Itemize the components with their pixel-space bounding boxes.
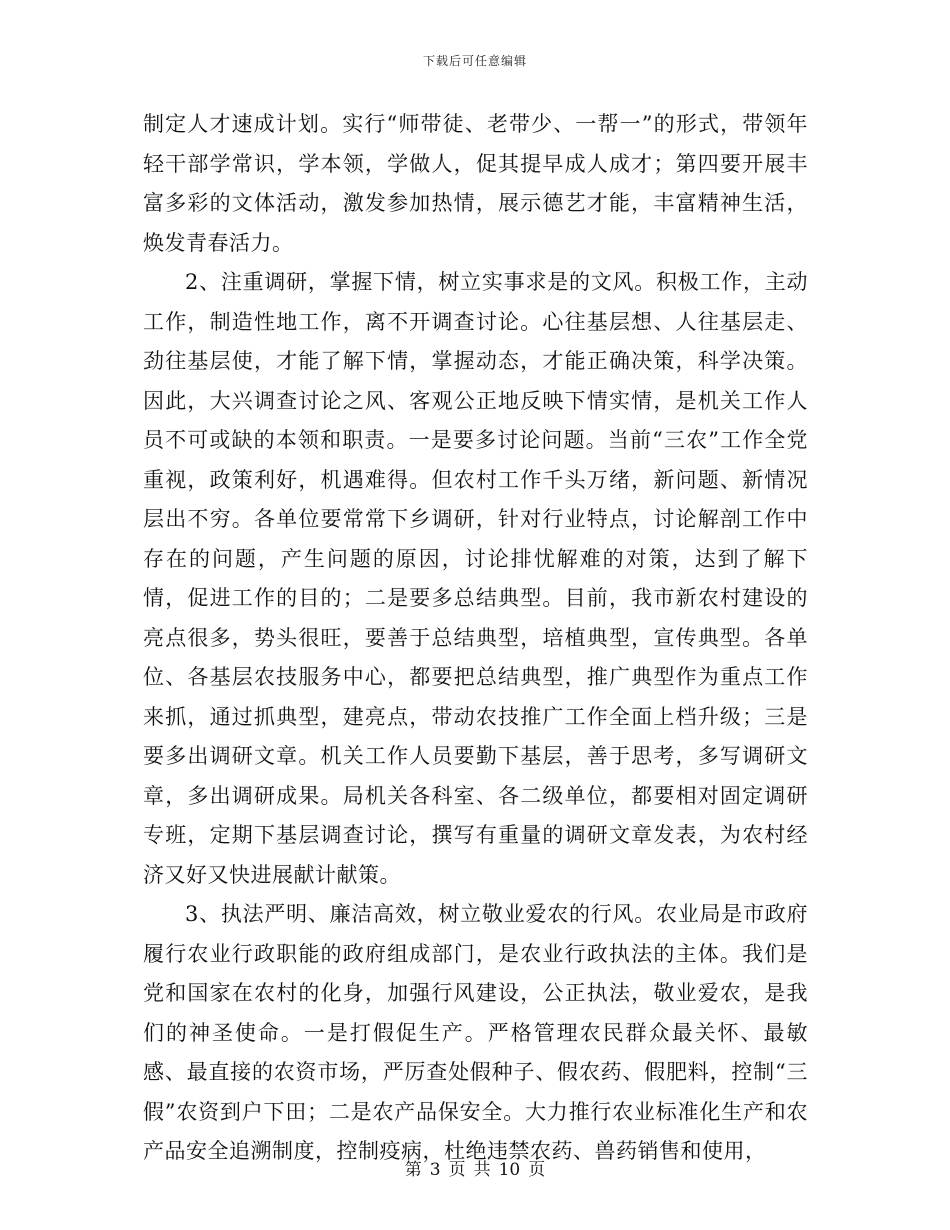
page-footer xyxy=(0,1155,950,1180)
body-text xyxy=(143,105,808,1172)
footer-current-page: 3 xyxy=(429,1160,441,1180)
footer-total-prefix: 共 xyxy=(473,1160,491,1180)
paragraph-1: 制定人才速成计划。实行“师带徒、老带少、一帮一”的形式，带领年轻干部学常识，学本领，学做人，促其提早成人成才；第四要开展丰富多彩的文体活动，激发参加热情，展示德艺才能，丰富精神生活，焕发青春活力。 xyxy=(143,112,808,255)
footer-prefix: 第 xyxy=(404,1160,422,1180)
header-note: 下载后可任意编辑 xyxy=(422,54,527,68)
footer-page-word: 页 xyxy=(448,1160,466,1180)
paragraph-3: 3、执法严明、廉洁高效，树立敬业爱农的行风。农业局是市政府履行农业行政职能的政府组成部门，是农业行政执法的主体。我们是党和国家在农村的化身，加强行风建设，公正执法，敬业爱农，是我们的神圣使命。一是打假促生产。严格管理农民群众最关怀、最敏感、最直接的农资市场，严厉查处假种子、假农药、假肥料，控制“三假”农资到户下田；二是农产品保安全。大力推行农业标准化生产和农产品安全追溯制度，控制疫病，杜绝违禁农药、兽药销售和使用， xyxy=(143,902,808,1163)
footer-total-pages: 10 xyxy=(498,1160,521,1180)
footer-suffix: 页 xyxy=(528,1160,546,1180)
paragraph-2: 2、注重调研，掌握下情，树立实事求是的文风。积极工作，主动工作，制造性地工作，离不开调查讨论。心往基层想、人往基层走、劲往基层使，才能了解下情，掌握动态，才能正确决策，科学决策。因此，大兴调查讨论之风、客观公正地反映下情实情，是机关工作人员不可或缺的本领和职责。一是要多讨论问题。当前“三农”工作全党重视，政策利好，机遇难得。但农村工作千头万绪，新问题、新情况层出不穷。各单位要常常下乡调研，针对行业特点，讨论解剖工作中存在的问题，产生问题的原因，讨论排忧解难的对策，达到了解下情，促进工作的目的；二是要多总结典型。目前，我市新农村建设的亮点很多，势头很旺，要善于总结典型，培植典型，宣传典型。各单位、各基层农技服务中心，都要把总结典型，推广典型作为重点工作来抓，通过抓典型，建亮点，带动农技推广工作全面上档升级；三是要多出调研文章。机关工作人员要勤下基层，善于思考，多写调研文章，多出调研成果。局机关各科室、各二级单位，都要相对固定调研专班，定期下基层调查讨论，撰写有重量的调研文章发表，为农村经济又好又快进展献计献策。 xyxy=(143,270,808,887)
